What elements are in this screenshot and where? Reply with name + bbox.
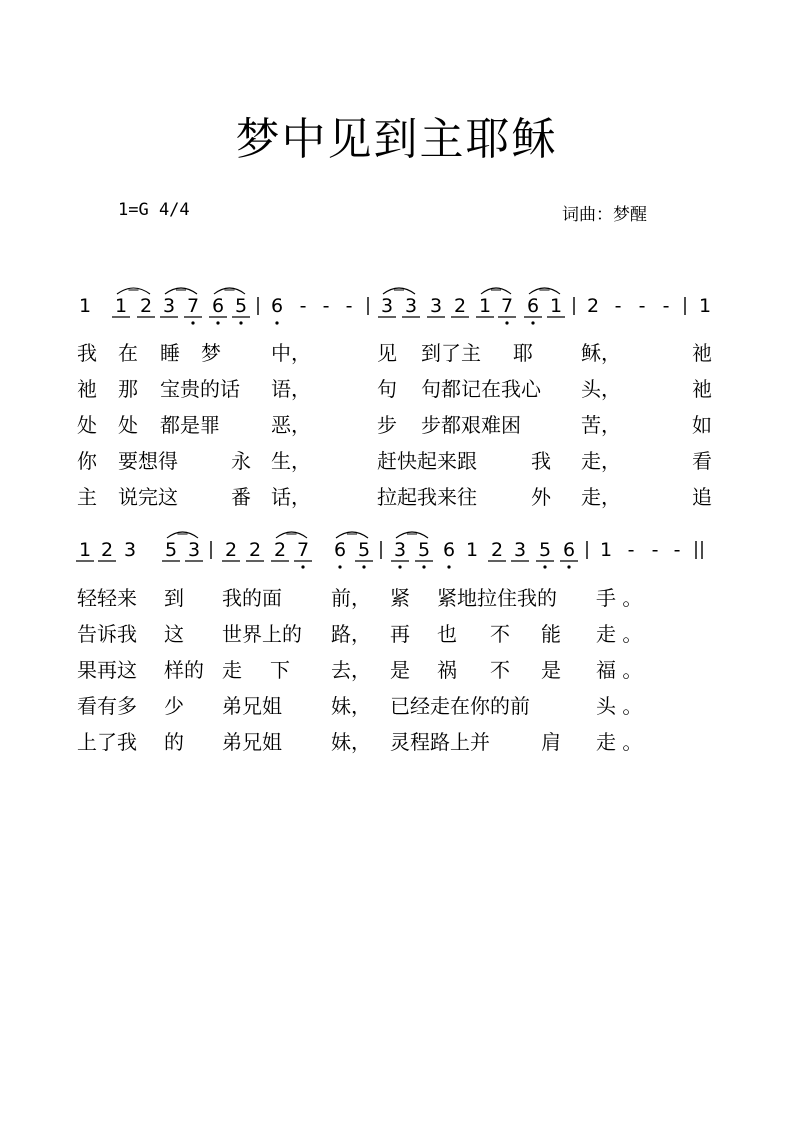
lyric-text: 福 。	[596, 658, 643, 682]
lyric-text: 的	[164, 730, 184, 754]
lyric-text: 是	[541, 658, 561, 682]
lyric-text: 妹，	[331, 694, 371, 718]
lyric-text: 追	[692, 485, 712, 509]
lyric-text: 样的	[164, 658, 204, 682]
note: 1	[465, 539, 479, 561]
note: 1	[698, 295, 712, 317]
lyric-text: 这	[164, 622, 184, 646]
note: 7	[296, 539, 310, 561]
lyric-text: 妹，	[331, 730, 371, 754]
note: 7	[186, 295, 200, 317]
lyric-text: 走	[222, 658, 242, 682]
dash: -	[627, 539, 635, 561]
lyric-text: 主	[77, 485, 97, 509]
lyric-text: 在	[118, 341, 138, 365]
note: 6	[270, 295, 284, 317]
lyric-text: 见	[377, 341, 397, 365]
lyric-text: 句都记在我心	[421, 377, 541, 401]
low-octave-dot	[531, 321, 534, 324]
lyric-text: 路，	[331, 622, 371, 646]
dash: -	[322, 295, 330, 317]
lyric-text: 紧	[390, 586, 410, 610]
lyric-text: 你	[77, 449, 97, 473]
lyric-text: 都是罪	[160, 413, 220, 437]
note: 3	[380, 295, 394, 317]
low-octave-dot	[567, 565, 570, 568]
note: 3	[123, 539, 137, 561]
low-octave-dot	[422, 565, 425, 568]
lyric-text: 生，	[271, 449, 311, 473]
lyric-text: 祂	[77, 377, 97, 401]
lyric-text: 下	[270, 658, 290, 682]
tie	[529, 288, 560, 294]
lyric-text: 步都艰难困	[421, 413, 521, 437]
note: 6	[211, 295, 225, 317]
lyric-text: 紧地拉住我的	[437, 586, 557, 610]
lyric-text: 宝贵的话	[160, 377, 240, 401]
note: 6	[526, 295, 540, 317]
lyric-text: 是	[390, 658, 410, 682]
tie	[396, 532, 428, 538]
lyric-text: 我	[77, 341, 97, 365]
lyric-text: 不	[490, 622, 510, 646]
dash: -	[673, 539, 681, 561]
lyric-text: 祸	[437, 658, 457, 682]
note: 2	[139, 295, 153, 317]
lyric-text: 看	[692, 449, 712, 473]
lyric-text: 说完这	[118, 485, 178, 509]
lyric-text: 不	[490, 658, 510, 682]
lyric-text: 走，	[581, 449, 621, 473]
note: 2	[586, 295, 600, 317]
lyric-text: 肩	[541, 730, 561, 754]
lyric-text: 番	[231, 485, 251, 509]
low-octave-dot	[505, 321, 508, 324]
low-octave-dot	[338, 565, 341, 568]
lyric-text: 句	[377, 377, 397, 401]
note: 2	[490, 539, 504, 561]
dash: -	[299, 295, 307, 317]
note: 5	[234, 295, 248, 317]
lyric-text: 走 。	[596, 730, 643, 754]
note: 3	[513, 539, 527, 561]
lyric-text: 能	[541, 622, 561, 646]
low-octave-dot	[447, 565, 450, 568]
low-octave-dot	[275, 321, 278, 324]
lyric-text: 再	[390, 622, 410, 646]
lyric-text: 拉起我来往	[377, 485, 477, 509]
lyric-text: 到了主	[421, 341, 481, 365]
lyric-text: 祂	[692, 377, 712, 401]
note: 1	[114, 295, 128, 317]
note: 2	[248, 539, 262, 561]
note: 1	[78, 295, 92, 317]
note: 5	[417, 539, 431, 561]
low-octave-dot	[216, 321, 219, 324]
tie	[276, 532, 307, 538]
note: 2	[100, 539, 114, 561]
author-credit: 词曲：梦醒	[562, 205, 647, 225]
note: 1	[599, 539, 613, 561]
lyric-text: 弟兄姐	[222, 694, 282, 718]
note: 3	[162, 295, 176, 317]
lyric-text: 头 。	[596, 694, 643, 718]
lyric-text: 弟兄姐	[222, 730, 282, 754]
lyric-text: 稣，	[581, 341, 621, 365]
lyric-text: 永	[231, 449, 251, 473]
lyric-text: 上了我	[77, 730, 137, 754]
lyric-text: 语，	[271, 377, 311, 401]
dash: -	[662, 295, 670, 317]
note: 3	[187, 539, 201, 561]
dash: -	[614, 295, 622, 317]
lyric-text: 看有多	[77, 694, 137, 718]
note: 6	[442, 539, 456, 561]
lyric-text: 到	[164, 586, 184, 610]
low-octave-dot	[543, 565, 546, 568]
tie	[383, 288, 415, 294]
note: 2	[273, 539, 287, 561]
lyric-text: 那	[118, 377, 138, 401]
lyric-text: 耶	[513, 341, 533, 365]
lyric-text: 梦	[201, 341, 221, 365]
note: 7	[500, 295, 514, 317]
lyric-text: 去，	[331, 658, 371, 682]
note: 5	[357, 539, 371, 561]
note: 3	[429, 295, 443, 317]
note: 1	[549, 295, 563, 317]
lyric-text: 手 。	[596, 586, 643, 610]
low-octave-dot	[301, 565, 304, 568]
tie	[165, 288, 197, 294]
note: 6	[562, 539, 576, 561]
lyric-text: 走 。	[596, 622, 643, 646]
lyric-text: 告诉我	[77, 622, 137, 646]
note: 2	[453, 295, 467, 317]
note: 1	[478, 295, 492, 317]
note: 5	[538, 539, 552, 561]
key-signature: 1=G 4/4	[118, 200, 190, 220]
low-octave-dot	[362, 565, 365, 568]
lyric-text: 轻轻来	[77, 586, 137, 610]
lyric-text: 如	[692, 413, 712, 437]
lyric-text: 走，	[581, 485, 621, 509]
tie	[214, 288, 245, 294]
lyric-text: 前，	[331, 586, 371, 610]
lyric-text: 我的面	[222, 586, 282, 610]
lyric-text: 苦，	[581, 413, 621, 437]
song-title: 梦中见到主耶稣	[235, 114, 558, 165]
tie	[167, 532, 198, 538]
lyric-text: 处	[77, 413, 97, 437]
dash: -	[651, 539, 659, 561]
note: 1	[78, 539, 92, 561]
lyric-text: 少	[164, 694, 184, 718]
lyric-text: 我	[531, 449, 551, 473]
tie	[336, 532, 368, 538]
dash: -	[638, 295, 646, 317]
low-octave-dot	[398, 565, 401, 568]
note: 3	[404, 295, 418, 317]
lyric-text: 中，	[271, 341, 311, 365]
lyric-text: 祂	[692, 341, 712, 365]
note: 2	[224, 539, 238, 561]
lyric-text: 步	[377, 413, 397, 437]
low-octave-dot	[191, 321, 194, 324]
low-octave-dot	[239, 321, 242, 324]
lyric-text: 也	[437, 622, 457, 646]
lyric-text: 果再这	[77, 658, 137, 682]
dash: -	[345, 295, 353, 317]
note: 5	[164, 539, 178, 561]
lyric-text: 话，	[271, 485, 311, 509]
tie	[481, 288, 511, 294]
lyric-text: 要想得	[118, 449, 178, 473]
tie	[117, 288, 150, 294]
lyric-text: 睡	[160, 341, 180, 365]
note: 6	[333, 539, 347, 561]
lyric-text: 已经走在你的前	[390, 694, 530, 718]
lyric-text: 处	[118, 413, 138, 437]
lyric-text: 头，	[581, 377, 621, 401]
lyric-text: 恶，	[271, 413, 311, 437]
lyric-text: 外	[531, 485, 551, 509]
lyric-text: 世界上的	[222, 622, 302, 646]
note: 3	[393, 539, 407, 561]
lyric-text: 灵程路上并	[390, 730, 490, 754]
lyric-text: 赶快起来跟	[377, 449, 477, 473]
